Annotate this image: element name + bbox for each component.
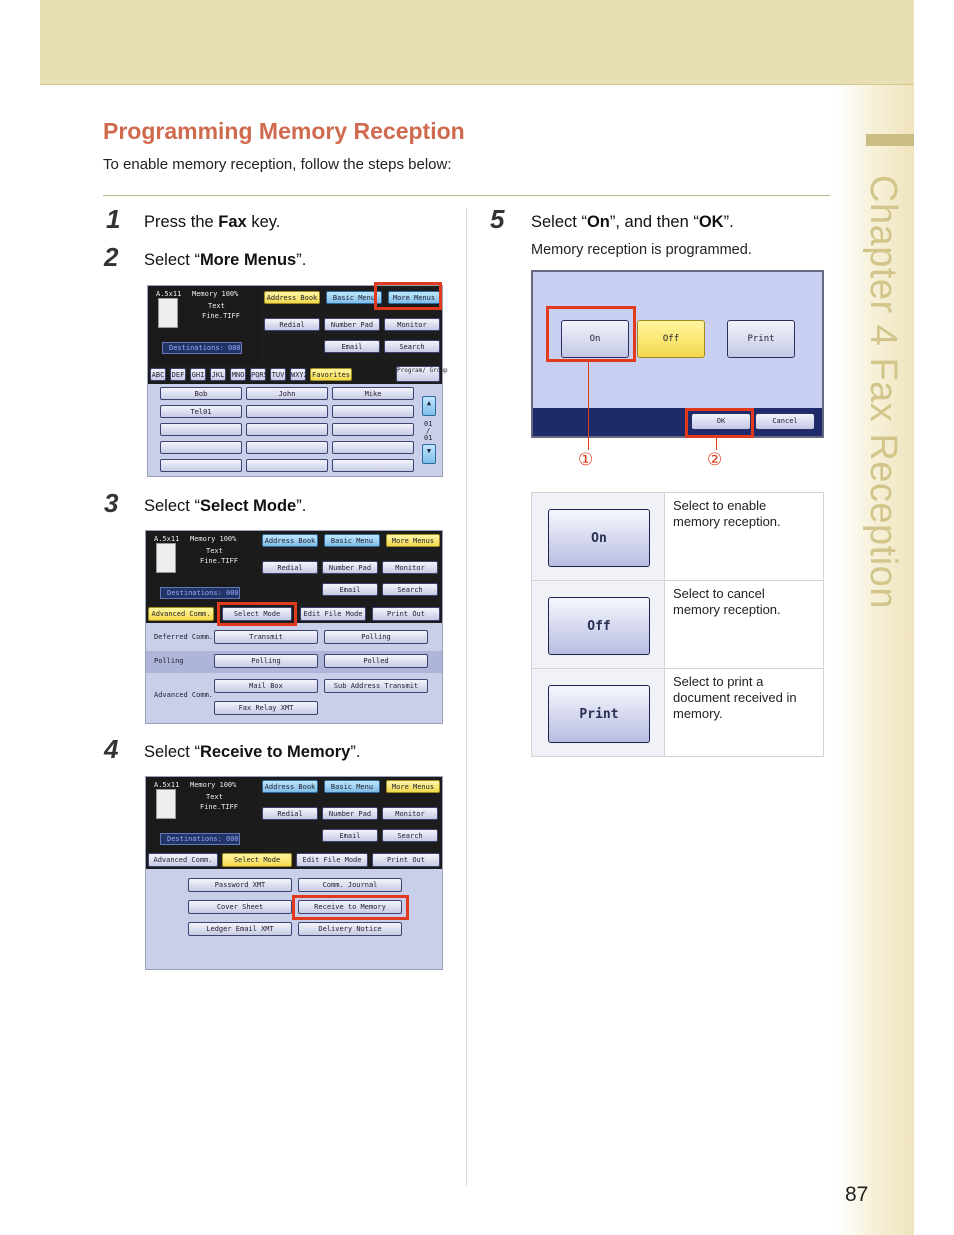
search-button[interactable]: Search	[384, 340, 440, 353]
cover-sheet-button[interactable]: Cover Sheet	[188, 900, 292, 914]
fax-screen-select-mode	[145, 776, 443, 970]
redial-button[interactable]: Redial	[264, 318, 320, 331]
option-description: Select to enable memory reception.	[665, 493, 824, 581]
destinations-count: Destinations: 000	[167, 835, 239, 843]
fax-relay-xmt-button[interactable]: Fax Relay XMT	[214, 701, 318, 715]
search-button[interactable]: Search	[382, 583, 438, 596]
address-entry-empty[interactable]	[332, 405, 414, 418]
resolution: Fine.TIFF	[200, 557, 238, 565]
tab-print-out[interactable]: Print Out	[372, 607, 440, 621]
email-button[interactable]: Email	[322, 829, 378, 842]
paper-size: A.5x11	[156, 290, 182, 298]
tab-bar	[258, 777, 442, 855]
resolution: Fine.TIFF	[202, 312, 240, 320]
table-row	[532, 669, 824, 757]
memory-status: Memory 100%	[190, 781, 237, 789]
email-button[interactable]: Email	[324, 340, 380, 353]
step-number: 3	[104, 488, 119, 518]
callout-line-2	[716, 438, 717, 450]
letter-tabs	[148, 364, 448, 384]
program-group-tab[interactable]: Program/ Group	[396, 366, 440, 382]
scroll-down-icon[interactable]: ▼	[422, 444, 436, 464]
redial-button[interactable]: Redial	[262, 561, 318, 574]
mode-tab-bar	[146, 851, 442, 869]
callout-2: ②	[707, 450, 723, 469]
tab-address-book[interactable]: Address Book	[264, 291, 320, 304]
column-divider	[466, 208, 467, 1186]
letter-tab[interactable]: DEF	[170, 368, 186, 381]
section-intro: To enable memory reception, follow the steps below:	[103, 156, 452, 173]
comm-journal-button[interactable]: Comm. Journal	[298, 878, 402, 892]
print-option-button: Print	[548, 685, 650, 743]
chapter-label: Chapter 4 Fax Reception	[862, 175, 904, 609]
email-button[interactable]: Email	[322, 583, 378, 596]
destinations-box	[160, 587, 240, 599]
tab-more-menus[interactable]: More Menus	[386, 534, 440, 547]
tab-edit-file-mode[interactable]: Edit File Mode	[300, 607, 366, 621]
document-icon	[158, 298, 178, 328]
row-label: Advanced Comm.	[154, 691, 214, 699]
number-pad-button[interactable]: Number Pad	[322, 561, 378, 574]
print-button[interactable]: Print	[727, 320, 795, 358]
address-entry-empty[interactable]	[160, 441, 242, 454]
address-entry-empty[interactable]	[332, 459, 414, 472]
page-slash: /	[426, 427, 431, 435]
address-entry-empty[interactable]	[246, 405, 328, 418]
highlight-more-menus	[374, 282, 442, 310]
destinations-count: Destinations: 000	[167, 589, 239, 597]
address-entry-empty[interactable]	[332, 423, 414, 436]
option-description: Select to cancel memory reception.	[665, 581, 824, 669]
cancel-button[interactable]: Cancel	[755, 413, 815, 430]
fax-screen-advanced	[145, 530, 443, 724]
letter-tab[interactable]: TUV	[270, 368, 286, 381]
address-entry[interactable]: John	[246, 387, 328, 400]
section-title: Programming Memory Reception	[103, 118, 465, 144]
address-entry-empty[interactable]	[160, 459, 242, 472]
tab-basic-menu[interactable]: Basic Menu	[324, 780, 380, 793]
tab-advanced-comm[interactable]: Advanced Comm.	[148, 853, 218, 867]
polling-button[interactable]: Polling	[324, 630, 428, 644]
tab-bar	[258, 531, 442, 609]
step-number: 5	[490, 204, 505, 234]
highlight-on	[546, 306, 636, 362]
text-mode: Text	[208, 302, 225, 310]
callout-1: ①	[578, 450, 594, 469]
tab-print-out[interactable]: Print Out	[372, 853, 440, 867]
redial-button[interactable]: Redial	[262, 807, 318, 820]
delivery-notice-button[interactable]: Delivery Notice	[298, 922, 402, 936]
address-entry[interactable]: Tel01	[160, 405, 242, 418]
document-icon	[156, 543, 176, 573]
option-image	[532, 669, 665, 757]
page-number: 87	[845, 1183, 869, 1206]
chapter-marker	[866, 134, 914, 146]
page-current: 01	[424, 420, 433, 428]
tab-basic-menu[interactable]: Basic Menu	[326, 291, 382, 304]
step-number: 1	[106, 204, 121, 234]
letter-tab[interactable]: WXYZ	[290, 368, 306, 381]
password-xmt-button[interactable]: Password XMT	[188, 878, 292, 892]
mail-box-button[interactable]: Mail Box	[214, 679, 318, 693]
address-entry-empty[interactable]	[246, 423, 328, 436]
transmit-button[interactable]: Transmit	[214, 630, 318, 644]
table-row	[532, 493, 824, 581]
ledger-email-xmt-button[interactable]: Ledger Email XMT	[188, 922, 292, 936]
monitor-button[interactable]: Monitor	[382, 807, 438, 820]
row-label: Polling	[154, 657, 184, 665]
ok-button[interactable]: OK	[691, 413, 751, 430]
step-text: Select “Select Mode”.	[144, 497, 307, 515]
tab-more-menus[interactable]: More Menus	[388, 291, 440, 304]
receive-to-memory-button[interactable]: Receive to Memory	[298, 900, 402, 914]
off-button[interactable]: Off	[637, 320, 705, 358]
divider	[103, 195, 830, 196]
letter-tab[interactable]: JKL	[210, 368, 226, 381]
address-entry[interactable]: Mike	[332, 387, 414, 400]
step-number: 2	[104, 242, 119, 272]
table-row	[532, 581, 824, 669]
letter-tab[interactable]: MNO	[230, 368, 246, 381]
callout-line-1	[588, 362, 589, 450]
header-band	[40, 0, 914, 85]
status-area	[146, 777, 258, 855]
address-entry-empty[interactable]	[246, 459, 328, 472]
step-text: Select “More Menus”.	[144, 251, 307, 269]
row-label: Deferred Comm.	[154, 633, 214, 641]
tab-select-mode[interactable]: Select Mode	[222, 607, 292, 621]
polling-button[interactable]: Polling	[214, 654, 318, 668]
option-description: Select to print a document received in memory.	[665, 669, 824, 757]
on-option-button: On	[548, 509, 650, 567]
polled-button[interactable]: Polled	[324, 654, 428, 668]
status-area	[146, 531, 258, 609]
tab-address-book[interactable]: Address Book	[262, 780, 318, 793]
destinations-box	[162, 342, 242, 354]
address-entry-empty[interactable]	[246, 441, 328, 454]
page-total: 01	[424, 434, 433, 442]
on-button[interactable]: On	[561, 320, 629, 358]
destinations-box	[160, 833, 240, 845]
step-note: Memory reception is programmed.	[531, 242, 752, 258]
paper-size: A.5x11	[154, 535, 180, 543]
letter-tab[interactable]: PQRS	[250, 368, 266, 381]
search-button[interactable]: Search	[382, 829, 438, 842]
number-pad-button[interactable]: Number Pad	[324, 318, 380, 331]
step-text: Select “Receive to Memory”.	[144, 743, 361, 761]
address-entry-empty[interactable]	[160, 423, 242, 436]
options-table	[531, 492, 824, 757]
fax-screen-more-menus	[147, 285, 448, 477]
address-entry-empty[interactable]	[332, 441, 414, 454]
step-number: 4	[104, 734, 119, 764]
memory-status: Memory 100%	[192, 290, 239, 298]
status-area	[148, 286, 260, 364]
resolution: Fine.TIFF	[200, 803, 238, 811]
tab-address-book[interactable]: Address Book	[262, 534, 318, 547]
step-text: Select “On”, and then “OK”.	[531, 213, 734, 231]
monitor-button[interactable]: Monitor	[382, 561, 438, 574]
tab-advanced-comm[interactable]: Advanced Comm.	[148, 607, 214, 621]
tab-select-mode[interactable]: Select Mode	[222, 853, 292, 867]
tab-edit-file-mode[interactable]: Edit File Mode	[296, 853, 368, 867]
letter-tab[interactable]: GHI	[190, 368, 206, 381]
tab-more-menus[interactable]: More Menus	[386, 780, 440, 793]
document-icon	[156, 789, 176, 819]
step-text: Press the Fax key.	[144, 213, 281, 231]
option-image	[532, 581, 665, 669]
tab-basic-menu[interactable]: Basic Menu	[324, 534, 380, 547]
destinations-count: Destinations: 000	[169, 344, 241, 352]
memory-status: Memory 100%	[190, 535, 237, 543]
option-image	[532, 493, 665, 581]
letter-tab[interactable]: ABC	[150, 368, 166, 381]
text-mode: Text	[206, 793, 223, 801]
paper-size: A.5x11	[154, 781, 180, 789]
number-pad-button[interactable]: Number Pad	[322, 807, 378, 820]
highlight-receive-to-memory	[292, 895, 409, 920]
address-entry[interactable]: Bob	[160, 387, 242, 400]
scroll-up-icon[interactable]: ▲	[422, 396, 436, 416]
sub-address-transmit-button[interactable]: Sub Address Transmit	[324, 679, 428, 693]
highlight-select-mode	[217, 602, 297, 626]
monitor-button[interactable]: Monitor	[384, 318, 440, 331]
favorites-tab[interactable]: Favorites	[310, 368, 352, 381]
text-mode: Text	[206, 547, 223, 555]
highlight-ok	[685, 408, 754, 438]
bottom-bar	[533, 408, 822, 436]
off-option-button: Off	[548, 597, 650, 655]
